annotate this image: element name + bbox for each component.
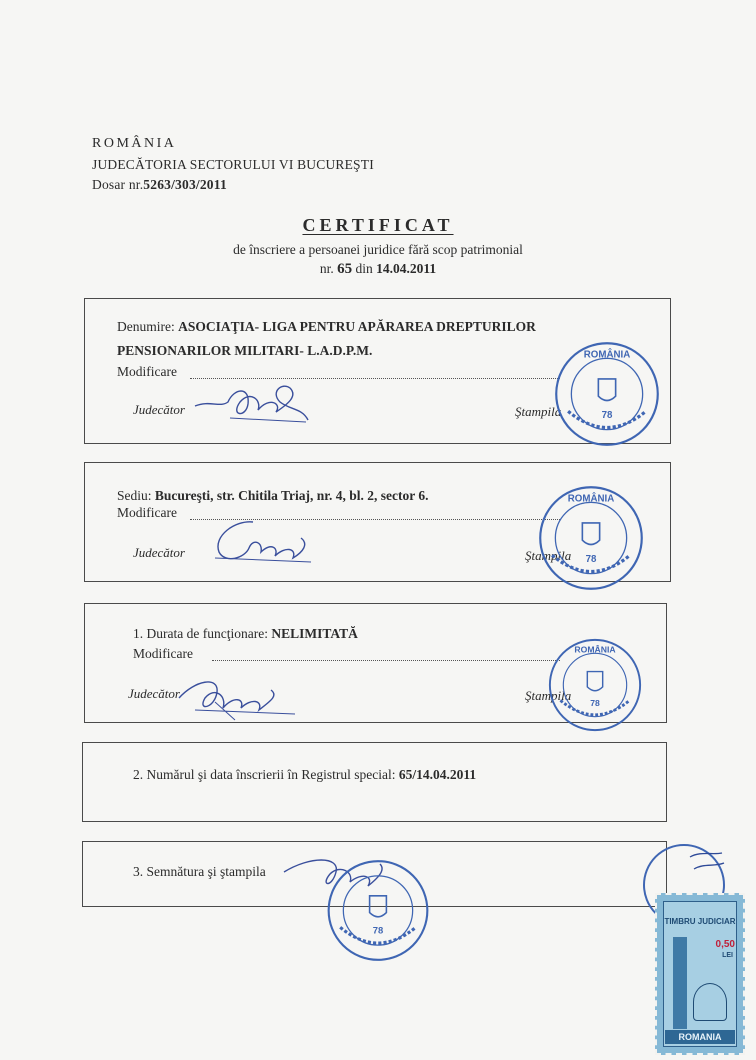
certificate-date: 14.04.2011: [376, 261, 437, 276]
judicial-tax-stamp: [655, 893, 745, 1055]
court-name: JUDECĂTORIA SECTORULUI VI BUCUREŞTI: [92, 157, 374, 172]
durata-line: [133, 626, 358, 642]
column-icon: [673, 937, 687, 1029]
round-stamp-3: [547, 635, 643, 735]
judge-signature-2: [205, 518, 315, 568]
stamp-number-4: 78: [372, 925, 384, 937]
denumire-value-1: ASOCIAŢIA- LIGA PENTRU APĂRAREA DREPTURILOR: [178, 319, 536, 334]
modificare-label-2: Modificare: [117, 505, 177, 520]
modificare-label-3: Modificare: [133, 646, 193, 661]
stamp-number-3: 78: [590, 698, 600, 709]
denumire-line1: [117, 319, 536, 335]
tax-stamp-unit: LEI: [722, 952, 733, 959]
stampila-label-2: Ştampila: [525, 548, 572, 563]
judge-signature-3: [175, 668, 300, 723]
stamp-number-1: 78: [601, 409, 613, 421]
certificate-title: CERTIFICAT: [302, 215, 454, 235]
stamp-top-text-1: ROMÂNIA: [583, 349, 631, 361]
durata-value: NELIMITATĂ: [271, 626, 358, 641]
sediu-line: [117, 488, 429, 504]
registru-value: 65/14.04.2011: [398, 767, 477, 782]
judecator-label-3: Judecător: [128, 686, 180, 701]
durata-label: 1. Durata de funcţionare:: [133, 626, 268, 641]
stamp-top-text-2: ROMÂNIA: [567, 493, 615, 505]
judecator-label-1: Judecător: [133, 402, 185, 417]
dosar-number: 5263/303/2011: [143, 177, 227, 192]
sediu-value: Bucureşti, str. Chitila Triaj, nr. 4, bl. 2, sector 6.: [154, 488, 429, 503]
round-stamp-2: [537, 484, 645, 592]
tax-stamp-country: ROMANIA: [665, 1030, 735, 1044]
din-label: din: [355, 261, 373, 276]
certificate-number-line: [0, 261, 756, 278]
nr-label: nr.: [319, 261, 334, 276]
registru-label: 2. Numărul şi data înscrierii în Registrul special:: [133, 767, 396, 782]
justice-scales-icon: [693, 983, 727, 1021]
judge-signature-1: [190, 378, 310, 428]
registru-line: [133, 767, 476, 783]
sediu-label: Sediu:: [117, 488, 152, 503]
stamp-top-text-3: ROMÂNIA: [574, 644, 616, 655]
certificate-subtitle: de înscriere a persoanei juridice fără scop patrimonial: [233, 242, 523, 257]
judecator-label-2: Judecător: [133, 545, 185, 560]
country-heading: ROMÂNIA: [92, 136, 177, 151]
semnatura-label: 3. Semnătura şi ştampila: [133, 864, 266, 879]
round-stamp-4: [323, 858, 433, 963]
tax-stamp-value: 0,50: [715, 939, 735, 950]
stampila-label-1: Ştampila: [515, 404, 562, 419]
tax-stamp-label: TIMBRU JUDICIAR: [664, 917, 736, 926]
modificare-dotted-line-3: [212, 660, 560, 661]
stampila-label-3: Ştampila: [525, 688, 572, 703]
denumire-label: Denumire:: [117, 319, 175, 334]
dosar-line: [92, 175, 227, 194]
modificare-label-1: Modificare: [117, 364, 177, 379]
round-stamp-1: [553, 340, 661, 448]
stamp-number-2: 78: [585, 553, 597, 565]
denumire-value-2: PENSIONARILOR MILITARI- L.A.D.P.M.: [117, 343, 373, 358]
certificate-number: 65: [337, 261, 353, 277]
dosar-label: Dosar nr.: [92, 177, 144, 192]
